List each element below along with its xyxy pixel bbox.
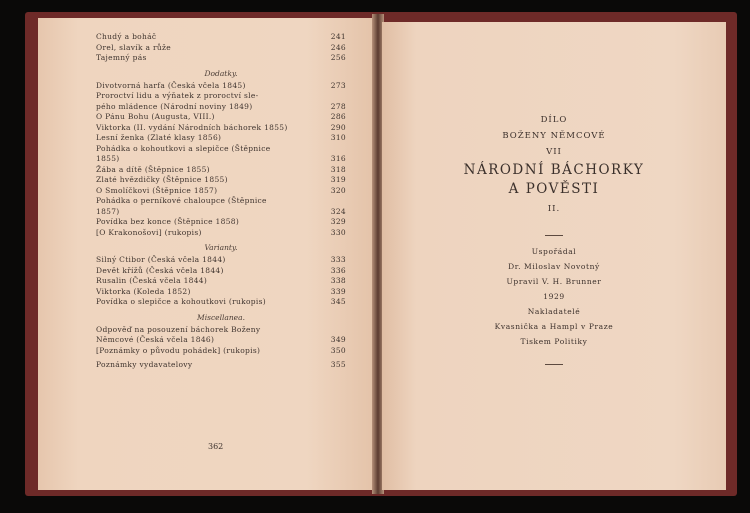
toc-entry — [96, 255, 346, 266]
toc-entry — [96, 266, 346, 277]
toc-entry-title: O Smolíčkovi (Štěpnice 1857) — [96, 185, 218, 195]
right-page — [382, 22, 726, 490]
toc-entry-page: 333 — [330, 255, 346, 264]
toc-entry-title: 1857) — [96, 206, 120, 216]
toc-entry-page: 338 — [330, 276, 346, 285]
toc-entry — [96, 325, 346, 336]
toc-entry-page: 330 — [330, 227, 346, 237]
toc-entry — [96, 346, 346, 357]
toc-entry-title: Tajemný pás — [96, 53, 147, 62]
toc-entry-title: Povídka bez konce (Štěpnice 1858) — [96, 217, 240, 226]
title-page-block — [382, 114, 726, 369]
toc-entry — [96, 196, 346, 207]
toc-entry-title: [O Krakonošovi] (rukopis) — [96, 227, 202, 237]
toc-entry — [96, 335, 346, 346]
toc-entry-page: 241 — [330, 32, 346, 41]
toc-entry — [96, 276, 346, 287]
toc-entry-title: Orel, slavík a růže — [96, 42, 171, 52]
toc-entry-title: Divotvorná harfa (Česká včela 1845) — [96, 80, 246, 90]
divider-1 — [545, 235, 563, 236]
toc-entry — [96, 154, 346, 165]
divider-2 — [545, 364, 563, 365]
toc-entry-page: 286 — [330, 112, 346, 121]
toc-entry-title: Němcové (Česká včela 1846) — [96, 335, 215, 344]
toc-entry-page: 273 — [330, 80, 346, 90]
toc-entry — [96, 43, 346, 54]
toc-entry — [96, 287, 346, 298]
toc-entry — [96, 207, 346, 218]
toc-entry-page: 256 — [330, 53, 346, 62]
title-main: NÁRODNÍ BÁCHORKY — [463, 162, 645, 178]
toc-entry-title: [Poznámky o původu pohádek] (rukopis) — [96, 345, 261, 355]
title-part: II. — [547, 204, 561, 214]
section-heading-dodatky: Dodatky. — [204, 68, 238, 78]
toc-entry-title: Silný Ctibor (Česká včela 1844) — [96, 255, 226, 264]
toc-entry — [96, 186, 346, 197]
title-volume: VII — [546, 147, 562, 157]
toc-entry-page: 318 — [330, 164, 346, 174]
toc-entry-title: pého mládence (Národní noviny 1849) — [96, 101, 253, 111]
toc-entry-title: Viktorka (II. vydání Národních báchorek 1855) — [96, 122, 288, 132]
toc-entry-title: Povídka o slepičce a kohoutkovi (rukopis) — [96, 297, 266, 306]
designer: Upravil V. H. Brunner — [506, 277, 602, 286]
year: 1929 — [543, 292, 565, 301]
toc-entry-page: 336 — [330, 265, 346, 275]
toc-entry-page: 339 — [330, 286, 346, 296]
toc-entry-page: 350 — [330, 345, 346, 355]
toc-entry-title: Zlaté hvězdičky (Štěpnice 1855) — [96, 175, 228, 184]
title-author: BOŽENY NĚMCOVÉ — [502, 131, 606, 141]
toc-entry — [96, 144, 346, 155]
publisher-name: Kvasnička a Hampl v Praze — [494, 322, 614, 331]
toc-entry-page: 355 — [330, 360, 346, 369]
toc-entry-page: 246 — [330, 42, 346, 52]
toc-entry — [96, 297, 346, 308]
toc-entry-page: 345 — [330, 297, 346, 306]
toc-entry-page: 320 — [330, 185, 346, 195]
toc-entry-page: 278 — [330, 101, 346, 111]
toc-entry — [96, 81, 346, 92]
toc-entry-page: 319 — [330, 175, 346, 184]
toc-entry — [96, 102, 346, 113]
toc-entry-title: Devět křížů (Česká včela 1844) — [96, 265, 224, 275]
editor-label: Uspořádal — [531, 247, 577, 256]
toc-entry — [96, 32, 346, 43]
left-page — [38, 18, 374, 490]
toc-entry-title: Odpověď na posouzení báchorek Boženy — [96, 324, 261, 334]
toc-entry-title: Pohádka o kohoutkovi a slepičce (Štěpnice — [96, 143, 271, 153]
toc-entry-page: 329 — [330, 217, 346, 226]
toc-entry-title: Proroctví lidu a výňatek z proroctví sle- — [96, 91, 259, 100]
toc-entry-page: 310 — [330, 133, 346, 142]
title-sub: A POVĚSTI — [508, 181, 600, 197]
table-of-contents — [96, 32, 346, 371]
editor-name: Dr. Miloslav Novotný — [508, 262, 600, 271]
toc-entry — [96, 53, 346, 64]
toc-entry-title: 1855) — [96, 154, 120, 163]
section-heading-varianty: Varianty. — [204, 243, 238, 252]
page-number: 362 — [208, 442, 224, 451]
toc-entry — [96, 165, 346, 176]
title-work: DÍLO — [540, 115, 568, 125]
printer: Tiskem Politiky — [520, 337, 588, 346]
toc-entry-page: 324 — [330, 206, 346, 216]
toc-entry — [96, 175, 346, 186]
toc-entry — [96, 91, 346, 102]
toc-entry-title: Poznámky vydavatelovy — [96, 360, 193, 369]
toc-entry-title: Chudý a boháč — [96, 32, 157, 41]
toc-entry — [96, 360, 346, 371]
toc-entry-page: 290 — [330, 122, 346, 132]
publisher-label: Nakladatelé — [527, 307, 581, 316]
toc-entry-page: 349 — [330, 335, 346, 344]
toc-entry-title: Žába a dítě (Štěpnice 1855) — [96, 164, 210, 174]
toc-entry — [96, 217, 346, 228]
toc-entry — [96, 112, 346, 123]
toc-entry-title: Pohádka o perníkové chaloupce (Štěpnice — [96, 196, 267, 205]
toc-entry — [96, 133, 346, 144]
toc-entry-title: Rusalin (Česká včela 1844) — [96, 276, 208, 285]
toc-entry-title: Lesní ženka (Zlaté klasy 1856) — [96, 133, 222, 142]
toc-entry — [96, 123, 346, 134]
section-heading-miscellanea: Miscellanea. — [197, 312, 245, 322]
toc-entry-title: O Pánu Bohu (Augusta, VIII.) — [96, 112, 215, 121]
toc-entry-page: 316 — [330, 154, 346, 163]
toc-entry — [96, 228, 346, 239]
toc-entry-title: Viktorka (Koleda 1852) — [96, 286, 191, 296]
